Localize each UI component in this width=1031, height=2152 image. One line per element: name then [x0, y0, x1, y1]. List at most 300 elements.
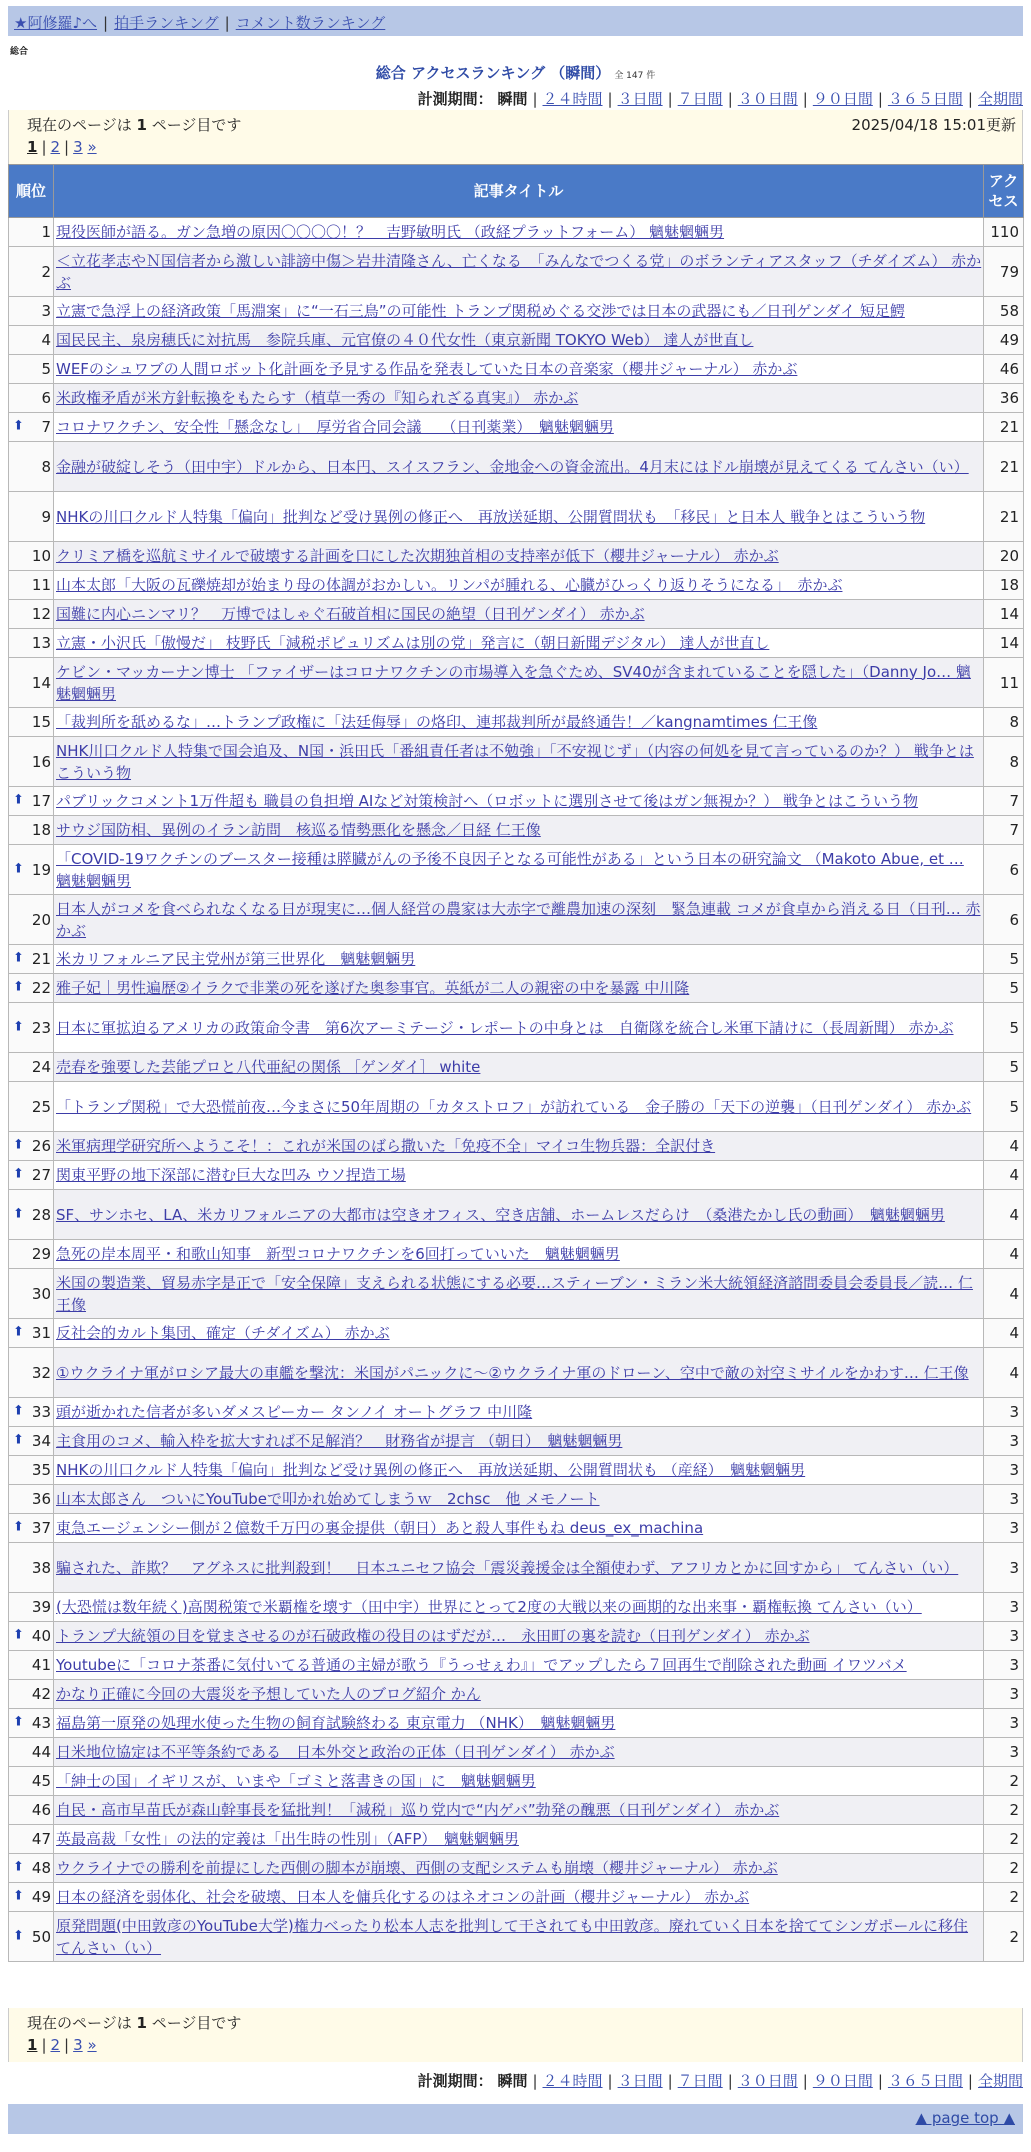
- period-365d-link[interactable]: ３６５日間: [887, 2072, 963, 2090]
- access-count: 11: [984, 658, 1024, 708]
- article-title-link[interactable]: ＜立花孝志やＮ国信者から激しい誹謗中傷＞岩井清隆さん、亡くなる 「みんなでつくる党」のボランティアスタッフ（チダイズム） 赤かぶ: [56, 251, 982, 292]
- rank-number: 3: [41, 302, 51, 320]
- table-row: [9, 571, 1024, 600]
- page-title: 総合 アクセスランキング （瞬間）: [375, 64, 611, 82]
- period-24h-link[interactable]: ２４時間: [542, 90, 603, 108]
- table-row: [9, 297, 1024, 326]
- rank-number: 6: [41, 389, 51, 407]
- rank-cell: [9, 974, 54, 1003]
- table-row: [9, 974, 1024, 1003]
- table-row: [9, 1593, 1024, 1622]
- table-row: [9, 845, 1024, 895]
- title-cell: [54, 787, 984, 816]
- access-count: 4: [984, 1240, 1024, 1269]
- page-3-link[interactable]: 3: [73, 138, 83, 156]
- title-cell: [54, 737, 984, 787]
- rank-cell: [9, 1485, 54, 1514]
- period-90d-link[interactable]: ９０日間: [812, 90, 873, 108]
- table-row: [9, 1709, 1024, 1738]
- access-count: 3: [984, 1514, 1024, 1543]
- title-cell: [54, 1161, 984, 1190]
- rank-cell: [9, 542, 54, 571]
- rank-cell: [9, 629, 54, 658]
- access-count: 7: [984, 787, 1024, 816]
- article-title-link[interactable]: 現役医師が語る。ガン急増の原因〇〇〇〇！？ 吉野敏明氏 （政経プラットフォーム） 魑魅魍魎男: [56, 223, 725, 241]
- table-row: [9, 1680, 1024, 1709]
- access-count: 3: [984, 1543, 1024, 1593]
- article-title-link[interactable]: Youtubeに「コロナ茶番に気付いてる普通の主婦が歌う『うっせぇわ』」でアップしたら７回再生で削除された動画 イワツバメ: [56, 1656, 907, 1674]
- article-title-link[interactable]: 日米地位協定は不平等条約である 日本外交と政治の正体（日刊ゲンダイ） 赤かぶ: [56, 1743, 615, 1761]
- table-row: [9, 1825, 1024, 1854]
- table-row: [9, 1912, 1024, 1962]
- article-title-link[interactable]: 山本太郎「大阪の瓦礫焼却が始まり母の体調がおかしい。リンパが腫れる、心臓がひっくり返りそうになる」 赤かぶ: [56, 576, 843, 594]
- ranking-heading: [0, 62, 1031, 83]
- article-title-link[interactable]: 日本人がコメを食べられなくなる日が現実に…個人経営の農家は大赤字で離農加速の深刻 緊急連載 コメが食卓から消える日（日刊… 赤かぶ: [56, 899, 981, 940]
- title-cell: [54, 1319, 984, 1348]
- rank-cell: [9, 1738, 54, 1767]
- rank-cell: [9, 1398, 54, 1427]
- article-title-link[interactable]: クリミア橋を巡航ミサイルで破壊する計画を口にした次期独首相の支持率が低下（櫻井ジャーナル） 赤かぶ: [56, 547, 779, 565]
- table-row: [9, 945, 1024, 974]
- access-count: 6: [984, 895, 1024, 945]
- rank-cell: [9, 1796, 54, 1825]
- access-count: 5: [984, 945, 1024, 974]
- article-title-link[interactable]: 国難に内心ニンマリ？ 万博ではしゃぐ石破首相に国民の絶望（日刊ゲンダイ） 赤かぶ: [56, 605, 645, 623]
- table-row: [9, 1514, 1024, 1543]
- rank-number: 29: [31, 1245, 51, 1263]
- next-page-link[interactable]: »: [87, 2036, 97, 2054]
- access-count: 14: [984, 600, 1024, 629]
- title-cell: [54, 1240, 984, 1269]
- article-title-link[interactable]: 売春を強要した芸能プロと八代亜紀の関係 ［ゲンダイ］ white: [56, 1058, 481, 1076]
- access-count: 21: [984, 413, 1024, 442]
- rank-number: 31: [31, 1324, 51, 1342]
- rank-up-arrow-icon: ⬆: [13, 792, 24, 808]
- rank-up-arrow-icon: ⬆: [13, 1859, 24, 1875]
- rank-cell: [9, 1190, 54, 1240]
- access-count: 3: [984, 1680, 1024, 1709]
- rank-cell: [9, 1348, 54, 1398]
- title-cell: [54, 1622, 984, 1651]
- category-label: 総合: [10, 47, 29, 57]
- table-row: [9, 442, 1024, 492]
- article-title-link[interactable]: 日本の経済を弱体化、社会を破壊、日本人を傭兵化するのはネオコンの計画（櫻井ジャーナル） 赤かぶ: [56, 1888, 750, 1906]
- access-count: 7: [984, 816, 1024, 845]
- title-cell: [54, 708, 984, 737]
- article-title-link[interactable]: 立憲・小沢氏「傲慢だ」 枝野氏「減税ポピュリズムは別の党」発言に（朝日新聞デジタル） 達人が世直し: [56, 634, 770, 652]
- access-count: 3: [984, 1485, 1024, 1514]
- access-count: 8: [984, 708, 1024, 737]
- table-row: [9, 1651, 1024, 1680]
- article-title-link[interactable]: 頭が逝かれた信者が多いダメスピーカー タンノイ オートグラフ 中川隆: [56, 1403, 533, 1421]
- access-count: 49: [984, 326, 1024, 355]
- article-title-link[interactable]: SF、サンホセ、LA、米カリフォルニアの大都市は空きオフィス、空き店舗、ホームレスだらけ （桑港たかし氏の動画） 魑魅魍魎男: [56, 1205, 945, 1224]
- rank-up-arrow-icon: ⬆: [13, 418, 24, 434]
- article-title-link[interactable]: 関東平野の地下深部に潜む巨大な凹み ウソ捏造工場: [56, 1166, 406, 1184]
- table-row: [9, 1456, 1024, 1485]
- period-30d-link[interactable]: ３０日間: [737, 90, 798, 108]
- article-title-link[interactable]: ケビン・マッカーナン博士 「ファイザーはコロナワクチンの市場導入を急ぐため、SV40が含まれていることを隠した」（Danny Jo… 魑魅魍魎男: [56, 662, 971, 703]
- access-count: 4: [984, 1319, 1024, 1348]
- rank-number: 5: [41, 360, 51, 378]
- rank-number: 37: [31, 1519, 51, 1537]
- article-title-link[interactable]: 英最高裁「女性」の法的定義は「出生時の性別」（AFP） 魑魅魍魎男: [56, 1830, 519, 1848]
- article-title-link[interactable]: (大恐慌は数年続く)高関税策で米覇権を壊す（田中宇）世界にとって2度の大戦以来の画期的な出来事・覇権転換 てんさい（い）: [56, 1598, 922, 1616]
- rank-cell: [9, 326, 54, 355]
- ranking-table: [8, 164, 1024, 1962]
- period-3d-link[interactable]: ３日間: [617, 2072, 663, 2090]
- article-title-link[interactable]: 日本に軍拡迫るアメリカの政策命令書 第6次アーミテージ・レポートの中身とは 自衛隊を統合し米軍下請けに（長周新聞） 赤かぶ: [56, 1018, 954, 1037]
- period-24h-link[interactable]: ２４時間: [542, 2072, 603, 2090]
- article-title-link[interactable]: サウジ国防相、異例のイラン訪問 核巡る情勢悪化を懸念／日経 仁王像: [56, 821, 541, 839]
- rank-up-arrow-icon: ⬆: [13, 1403, 24, 1419]
- title-cell: [54, 442, 984, 492]
- access-count: 4: [984, 1348, 1024, 1398]
- rank-number: 39: [31, 1598, 51, 1616]
- table-row: [9, 1767, 1024, 1796]
- rank-cell: [9, 1709, 54, 1738]
- access-count: 4: [984, 1132, 1024, 1161]
- access-count: 2: [984, 1854, 1024, 1883]
- rank-number: 44: [31, 1743, 51, 1761]
- rank-up-arrow-icon: ⬆: [13, 1928, 24, 1944]
- item-count: 全 147 件: [614, 71, 656, 81]
- title-cell: [54, 492, 984, 542]
- access-count: 3: [984, 1709, 1024, 1738]
- table-row: [9, 218, 1024, 247]
- rank-cell: [9, 1767, 54, 1796]
- access-count: 46: [984, 355, 1024, 384]
- table-row: [9, 1854, 1024, 1883]
- access-count: 5: [984, 1003, 1024, 1053]
- table-row: [9, 1319, 1024, 1348]
- rank-number: 2: [41, 262, 51, 281]
- article-title-link[interactable]: ウクライナでの勝利を前提にした西側の脚本が崩壊、西側の支配システムも崩壊（櫻井ジャーナル） 赤かぶ: [56, 1859, 778, 1877]
- article-title-link[interactable]: 「裁判所を舐めるな」…トランプ政権に「法廷侮辱」の烙印、連邦裁判所が最終通告！／kangnamtimes 仁王像: [56, 713, 818, 731]
- table-row: [9, 1427, 1024, 1456]
- access-count: 2: [984, 1796, 1024, 1825]
- comment-ranking-link[interactable]: コメント数ランキング: [235, 14, 386, 32]
- rank-number: 17: [31, 792, 51, 810]
- access-count: 5: [984, 1053, 1024, 1082]
- article-title-link[interactable]: 原発問題(中田敦彦のYouTube大学)権力べったり松本人志を批判して干されても中田敦彦。廃れていく日本を捨ててシンガポールに移住 てんさい（い）: [56, 1916, 969, 1957]
- access-count: 4: [984, 1161, 1024, 1190]
- table-row: [9, 1082, 1024, 1132]
- rank-number: 20: [31, 910, 51, 929]
- rank-up-arrow-icon: ⬆: [13, 1324, 24, 1340]
- title-cell: [54, 1398, 984, 1427]
- title-cell: [54, 247, 984, 297]
- rank-up-arrow-icon: ⬆: [13, 950, 24, 966]
- rank-number: 46: [31, 1801, 51, 1819]
- table-row: [9, 384, 1024, 413]
- table-row: [9, 787, 1024, 816]
- table-row: [9, 629, 1024, 658]
- rank-number: 26: [31, 1137, 51, 1155]
- rank-up-arrow-icon: ⬆: [13, 1627, 24, 1643]
- title-cell: [54, 355, 984, 384]
- table-row: [9, 413, 1024, 442]
- rank-number: 42: [31, 1685, 51, 1703]
- access-count: 36: [984, 384, 1024, 413]
- article-title-link[interactable]: 急死の岸本周平・和歌山知事 新型コロナワクチンを6回打っていいた 魑魅魍魎男: [56, 1245, 620, 1263]
- table-row: [9, 1053, 1024, 1082]
- title-cell: [54, 816, 984, 845]
- article-title-link[interactable]: 福島第一原発の処理水使った生物の飼育試験終わる 東京電力 （NHK） 魑魅魍魎男: [56, 1714, 616, 1732]
- article-title-link[interactable]: 騙された、詐欺？ アグネスに批判殺到！ 日本ユニセフ協会「震災義援金は全額使わず、アフリカとかに回すから」 てんさい（い）: [56, 1558, 959, 1577]
- title-cell: [54, 413, 984, 442]
- article-title-link[interactable]: 米政権矛盾が米方針転換をもたらす（植草一秀の『知られざる真実』） 赤かぶ: [56, 389, 579, 407]
- rank-cell: [9, 845, 54, 895]
- title-cell: [54, 1053, 984, 1082]
- access-count: 5: [984, 974, 1024, 1003]
- table-row: [9, 1796, 1024, 1825]
- rank-cell: [9, 247, 54, 297]
- article-title-link[interactable]: 米軍病理学研究所へようこそ！：これが米国のばら撒いた「免疫不全」マイコ生物兵器：全訳付き: [56, 1137, 716, 1155]
- rank-up-arrow-icon: ⬆: [13, 1519, 24, 1535]
- rank-number: 12: [31, 605, 51, 623]
- table-row: [9, 1348, 1024, 1398]
- rank-number: 18: [31, 821, 51, 839]
- table-row: [9, 1398, 1024, 1427]
- table-row: [9, 895, 1024, 945]
- rank-cell: [9, 1132, 54, 1161]
- rank-number: 9: [41, 507, 51, 526]
- article-title-link[interactable]: トランプ大統領の目を覚まさせるのが石破政権の役目のはずだが… 永田町の裏を読む（日刊ゲンダイ） 赤かぶ: [56, 1627, 810, 1645]
- access-count: 3: [984, 1398, 1024, 1427]
- period-all-link[interactable]: 全期間: [977, 2072, 1023, 2090]
- access-count: 2: [984, 1883, 1024, 1912]
- rank-cell: [9, 1854, 54, 1883]
- next-page-link[interactable]: »: [87, 138, 97, 156]
- article-title-link[interactable]: 「紳士の国」イギリスが、いまや「ゴミと落書きの国」に 魑魅魍魎男: [56, 1772, 536, 1790]
- article-title-link[interactable]: 山本太郎さん ついにYouTubeで叩かれ始めてしまうｗ 2chsc 他 メモノート: [56, 1490, 600, 1508]
- page-2-link[interactable]: 2: [50, 138, 61, 156]
- article-title-link[interactable]: 「トランプ関税」で大恐慌前夜…今まさに50年周期の「カタストロフ」が訪れている 金子勝の「天下の逆襲」（日刊ゲンダイ） 赤かぶ: [56, 1097, 972, 1116]
- period-365d-link[interactable]: ３６５日間: [887, 90, 963, 108]
- rank-cell: [9, 1053, 54, 1082]
- access-count: 21: [984, 492, 1024, 542]
- article-title-link[interactable]: WEFのシュワブの人間ロボット化計画を予見する作品を発表していた日本の音楽家（櫻井ジャーナル） 赤かぶ: [56, 360, 798, 378]
- rank-cell: [9, 945, 54, 974]
- pager-bottom: [8, 2008, 1023, 2062]
- table-row: [9, 816, 1024, 845]
- rank-cell: [9, 708, 54, 737]
- article-title-link[interactable]: 「COVID-19ワクチンのブースター接種は膵臓がんの予後不良因子となる可能性がある」という日本の研究論文 （Makoto Abue, et … 魑魅魍魎男: [56, 849, 964, 890]
- rank-cell: [9, 297, 54, 326]
- table-row: [9, 1161, 1024, 1190]
- table-row: [9, 1003, 1024, 1053]
- title-cell: [54, 326, 984, 355]
- article-title-link[interactable]: 東急エージェンシー側が２億数千万円の裏金提供（朝日）あと殺人事件もね deus_ex_machina: [56, 1519, 704, 1537]
- article-title-link[interactable]: パブリックコメント1万件超も 職員の負担増 AIなど対策検討へ（ロボットに選別させて後はガン無視か？） 戦争とはこういう物: [56, 792, 919, 810]
- access-count: 110: [984, 218, 1024, 247]
- access-count: 18: [984, 571, 1024, 600]
- article-title-link[interactable]: 立憲で急浮上の経済政策「馬淵案」に“一石三鳥”の可能性 トランプ関税めぐる交渉では日本の武器にも／日刊ゲンダイ 短足鰐: [56, 302, 905, 320]
- rank-cell: [9, 1622, 54, 1651]
- rank-number: 48: [31, 1859, 51, 1877]
- title-cell: [54, 1883, 984, 1912]
- article-title-link[interactable]: コロナワクチン、安全性「懸念なし」 厚労省合同会議 （日刊薬業） 魑魅魍魎男: [56, 418, 614, 436]
- article-title-link[interactable]: ①ウクライナ軍がロシア最大の車艦を撃沈：米国がパニックに～②ウクライナ軍のドローン、空中で敵の対空ミサイルをかわす… 仁王像: [56, 1363, 969, 1382]
- access-count: 5: [984, 1082, 1024, 1132]
- table-row: [9, 1622, 1024, 1651]
- title-cell: [54, 1825, 984, 1854]
- title-cell: [54, 1485, 984, 1514]
- period-30d-link[interactable]: ３０日間: [737, 2072, 798, 2090]
- table-row: [9, 658, 1024, 708]
- title-cell: [54, 1651, 984, 1680]
- table-row: [9, 355, 1024, 384]
- separator: |: [224, 14, 230, 32]
- rank-number: 16: [31, 752, 51, 771]
- rank-up-arrow-icon: ⬆: [13, 1137, 24, 1153]
- article-title-link[interactable]: 国民民主、泉房穂氏に対抗馬 参院兵庫、元官僚の４０代女性（東京新聞 TOKYO Web） 達人が世直し: [56, 331, 754, 349]
- rank-number: 22: [31, 979, 51, 997]
- table-row: [9, 1543, 1024, 1593]
- article-title-link[interactable]: かなり正確に今回の大震災を予想していた人のブログ紹介 かん: [56, 1685, 481, 1703]
- title-cell: [54, 384, 984, 413]
- access-count: 3: [984, 1651, 1024, 1680]
- access-count: 6: [984, 845, 1024, 895]
- table-row: [9, 1269, 1024, 1319]
- table-row: [9, 1132, 1024, 1161]
- rank-number: 28: [31, 1205, 51, 1224]
- top-navigation-bar: [8, 6, 1023, 36]
- title-cell: [54, 658, 984, 708]
- title-cell: [54, 895, 984, 945]
- access-count: 2: [984, 1767, 1024, 1796]
- article-title-link[interactable]: NHKの川口クルド人特集「偏向」批判など受け異例の修正へ 再放送延期、公開質問状も 「移民」と日本人 戦争とはこういう物: [56, 507, 926, 526]
- access-count: 3: [984, 1593, 1024, 1622]
- rank-number: 7: [41, 418, 51, 436]
- rank-cell: [9, 1319, 54, 1348]
- rank-number: 10: [31, 547, 51, 565]
- table-row: [9, 1738, 1024, 1767]
- rank-cell: [9, 1161, 54, 1190]
- article-title-link[interactable]: 自民・高市早苗氏が森山幹事長を猛批判！「減税」巡り党内で“内ゲバ”勃発の醜悪（日刊ゲンダイ） 赤かぶ: [56, 1801, 780, 1819]
- rank-cell: [9, 737, 54, 787]
- rank-cell: [9, 1427, 54, 1456]
- period-current: 瞬間: [497, 90, 528, 108]
- article-title-link[interactable]: NHKの川口クルド人特集「偏向」批判など受け異例の修正へ 再放送延期、公開質問状も （産経） 魑魅魍魎男: [56, 1461, 806, 1479]
- rank-cell: [9, 1543, 54, 1593]
- table-row: [9, 737, 1024, 787]
- rank-cell: [9, 442, 54, 492]
- applause-ranking-link[interactable]: 拍手ランキング: [114, 14, 219, 32]
- period-90d-link[interactable]: ９０日間: [812, 2072, 873, 2090]
- access-count: 2: [984, 1912, 1024, 1962]
- table-row: [9, 600, 1024, 629]
- rank-number: 49: [31, 1888, 51, 1906]
- table-row: [9, 326, 1024, 355]
- title-cell: [54, 845, 984, 895]
- rank-number: 47: [31, 1830, 51, 1848]
- table-row: [9, 1883, 1024, 1912]
- rank-number: 25: [31, 1097, 51, 1116]
- period-selector-bottom: 計測期間： 瞬間 | ２４時間 | ３日間 | ７日間 | ３０日間 | ９０日間 | ３６５日間 | 全期間: [417, 2072, 1023, 2090]
- article-title-link[interactable]: 主食用のコメ、輸入枠を拡大すれば不足解消？ 財務省が提言 （朝日） 魑魅魍魎男: [56, 1432, 623, 1450]
- rank-number: 35: [31, 1461, 51, 1479]
- rank-up-arrow-icon: ⬆: [13, 1888, 24, 1904]
- title-cell: [54, 1082, 984, 1132]
- rank-number: 19: [31, 860, 51, 879]
- title-cell: [54, 1796, 984, 1825]
- rank-cell: [9, 1883, 54, 1912]
- article-title-link[interactable]: 反社会的カルト集団、確定（チダイズム） 赤かぶ: [56, 1324, 390, 1342]
- page-2-link[interactable]: 2: [50, 2036, 61, 2054]
- rank-cell: [9, 492, 54, 542]
- rank-cell: [9, 1651, 54, 1680]
- rank-number: 11: [31, 576, 51, 594]
- period-3d-link[interactable]: ３日間: [617, 90, 663, 108]
- period-7d-link[interactable]: ７日間: [677, 90, 723, 108]
- title-cell: [54, 297, 984, 326]
- rank-cell: [9, 1003, 54, 1053]
- title-cell: [54, 945, 984, 974]
- title-cell: [54, 1680, 984, 1709]
- access-header: アクセス: [984, 165, 1024, 218]
- ranking-rows: [9, 218, 1024, 1962]
- rank-number: 36: [31, 1490, 51, 1508]
- title-cell: [54, 1003, 984, 1053]
- rank-number: 13: [31, 634, 51, 652]
- rank-cell: [9, 658, 54, 708]
- rank-cell: [9, 1593, 54, 1622]
- title-cell: [54, 1709, 984, 1738]
- period-label: 計測期間：: [417, 90, 493, 108]
- access-count: 3: [984, 1738, 1024, 1767]
- article-title-link[interactable]: 米カリフォルニア民主党州が第三世界化 魑魅魍魎男: [56, 950, 416, 968]
- rank-number: 43: [31, 1714, 51, 1732]
- rank-number: 27: [31, 1166, 51, 1184]
- rank-number: 4: [41, 331, 51, 349]
- rank-cell: [9, 1082, 54, 1132]
- page-info: 現在のページは 1 ページ目です: [27, 116, 242, 134]
- title-cell: [54, 1854, 984, 1883]
- title-cell: [54, 542, 984, 571]
- title-cell: [54, 1456, 984, 1485]
- title-header: 記事タイトル: [54, 165, 984, 218]
- article-title-link[interactable]: 金融が破綻しそう（田中宇）ドルから、日本円、スイスフラン、金地金への資金流出。4月末にはドル崩壊が見えてくる てんさい（い）: [56, 457, 969, 476]
- title-cell: [54, 1593, 984, 1622]
- title-cell: [54, 1738, 984, 1767]
- article-title-link[interactable]: 米国の製造業、貿易赤字是正で「安全保障」支えられる状態にする必要…スティーブン・ミラン米大統領経済諮問委員会委員長／読… 仁王像: [56, 1273, 973, 1314]
- page-3-link[interactable]: 3: [73, 2036, 83, 2054]
- title-cell: [54, 1348, 984, 1398]
- rank-cell: [9, 816, 54, 845]
- table-row: [9, 708, 1024, 737]
- article-title-link[interactable]: NHK川口クルド人特集で国会追及、N国・浜田氏「番組責任者は不勉強」「不安视じず」（内容の何処を見て言っているのか？） 戦争とはこういう物: [56, 741, 974, 782]
- period-7d-link[interactable]: ７日間: [677, 2072, 723, 2090]
- pagination: 1 | 2 | 3 »: [27, 138, 97, 156]
- access-count: 14: [984, 629, 1024, 658]
- rank-cell: [9, 571, 54, 600]
- access-count: 3: [984, 1456, 1024, 1485]
- rank-up-arrow-icon: ⬆: [13, 1166, 24, 1182]
- page-top-link[interactable]: ▲ page top ▲: [915, 2109, 1015, 2127]
- title-cell: [54, 1767, 984, 1796]
- period-all-link[interactable]: 全期間: [977, 90, 1023, 108]
- rank-cell: [9, 1269, 54, 1319]
- page-current: 1: [27, 138, 38, 156]
- asyura-home-link[interactable]: ★阿修羅♪へ: [14, 14, 98, 32]
- period-label: 計測期間：: [417, 2072, 493, 2090]
- table-row: [9, 247, 1024, 297]
- rank-up-arrow-icon: ⬆: [13, 1206, 24, 1222]
- article-title-link[interactable]: 雅子妃｜男性遍歴②イラクで非業の死を遂げた奥参事官。英紙が二人の親密の中を暴露 中川隆: [56, 979, 690, 997]
- rank-cell: [9, 218, 54, 247]
